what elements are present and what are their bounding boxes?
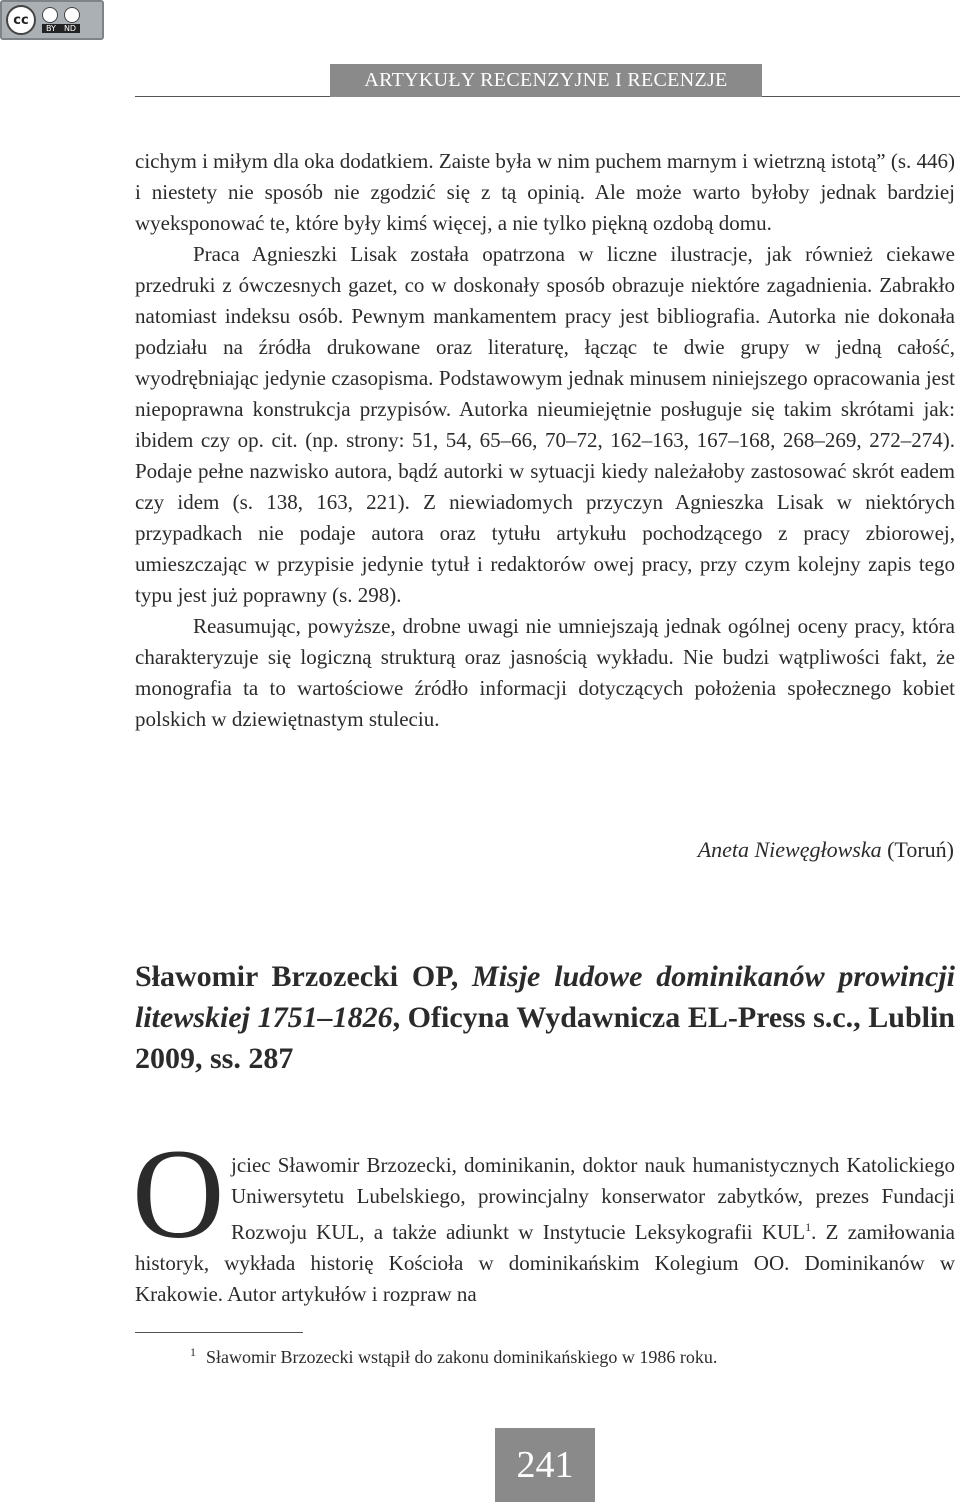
paragraph-1: cichym i miłym dla oka dodatkiem. Zaiste była w nim puchem marnym i wietrzną istotą” (s. 446) i niestety nie sposób nie zgodzić się z tą opinią. Ale może warto byłoby jednak bardziej wyeksponować te, które były kimś więcej, a nie tylko piękną ozdobą domu. [135, 149, 955, 235]
intro-text-2: . Z zamiłowania historyk, wykłada historię Kościoła w dominikańskim Kolegium OO. Dominikanów w Krakowie. Autor artykułów i rozpraw na [135, 1220, 955, 1306]
footnote-text: Sławomir Brzozecki wstąpił do zakonu dominikańskiego w 1986 roku. [206, 1347, 718, 1367]
cc-license-badge [0, 0, 104, 40]
footnote-rule [135, 1332, 303, 1333]
body-text [135, 146, 955, 735]
intro-paragraph [135, 1150, 955, 1310]
footnote [190, 1345, 950, 1368]
drop-cap: O [132, 1123, 225, 1265]
section-header: ARTYKUŁY RECENZYJNE I RECENZJE [330, 64, 762, 97]
paragraph-2: Praca Agnieszki Lisak została opatrzona w liczne ilustracje, jak również ciekawe przedruki z ówczesnych gazet, co w doskonały sposób obrazuje niektóre zagadnienia. Zabrakło natomiast indeksu osób. Pewnym mankamentem pracy jest bibliografia. Autorka nie dokonała podziału na źródła drukowane oraz literaturę, łącząc te dwie grupy w jedną całość, wyodrębniając jedynie czasopisma. Podstawowym jednak minusem niniejszego opracowania jest niepoprawna konstrukcja przypisów. Autorka nieumiejętnie posługuje się takim skrótami jak: ibidem czy op. cit. (np. strony: 51, 54, 65–66, 70–72, 162–163, 167–168, 268–269, 272–274). Podaje pełne nazwisko autora, bądź autorki w sytuacji kiedy należałoby zastosować skrót eadem czy idem (s. 138, 163, 221). Z niewiadomych przyczyn Agnieszka Lisak w niektórych przypadkach nie podaje autora oraz tytułu artykułu pochodzącego z pracy zbiorowej, umieszczając w przypisie jedynie tytuł i redaktorów owej pracy, przy czym kolejny zapis tego typu jest już poprawny (s. 298). [135, 242, 955, 607]
reviewed-author: Sławomir Brzozecki OP, [135, 960, 459, 993]
no-derivatives-icon [64, 7, 80, 23]
signature-name: Aneta Niewęgłowska [697, 837, 882, 862]
reviewed-book-title: Misje ludowe dominikanów prowincji litewskiej 1751–1826 [135, 960, 956, 1034]
review-signature [698, 837, 954, 863]
paragraph-3: Reasumując, powyższe, drobne uwagi nie umniejszają jednak ogólnej oceny pracy, która charakteryzuje się logiczną strukturą oraz jasnością wykładu. Nie budzi wątpliwości fakt, że monografia ta to wartościowe źródło informacji dotyczących położenia społecznego kobiet polskich w dziewiętnastym stuleciu. [135, 614, 955, 731]
reviewed-publisher: , Oficyna Wydawnicza EL-Press s.c., Lublin 2009, ss. 287 [135, 1001, 955, 1075]
license-nd-label: ND [63, 24, 77, 33]
intro-text-1: jciec Sławomir Brzozecki, dominikanin, doktor nauk humanistycznych Katolickiego Uniwersytetu Lubelskiego, prowincjalny konserwator zabytków, prezes Fundacji Rozwoju KUL, a także adiunkt w Instytucie Leksykografii KUL [231, 1153, 955, 1244]
page-number: 241 [495, 1428, 595, 1502]
signature-place: (Toruń) [887, 837, 954, 862]
review-title [135, 956, 955, 1079]
footnote-number: 1 [190, 1345, 196, 1359]
license-by-label: BY [46, 24, 56, 33]
attribution-icon [42, 7, 58, 23]
cc-logo-icon: cc [6, 5, 36, 35]
footnote-ref: 1 [805, 1220, 812, 1234]
